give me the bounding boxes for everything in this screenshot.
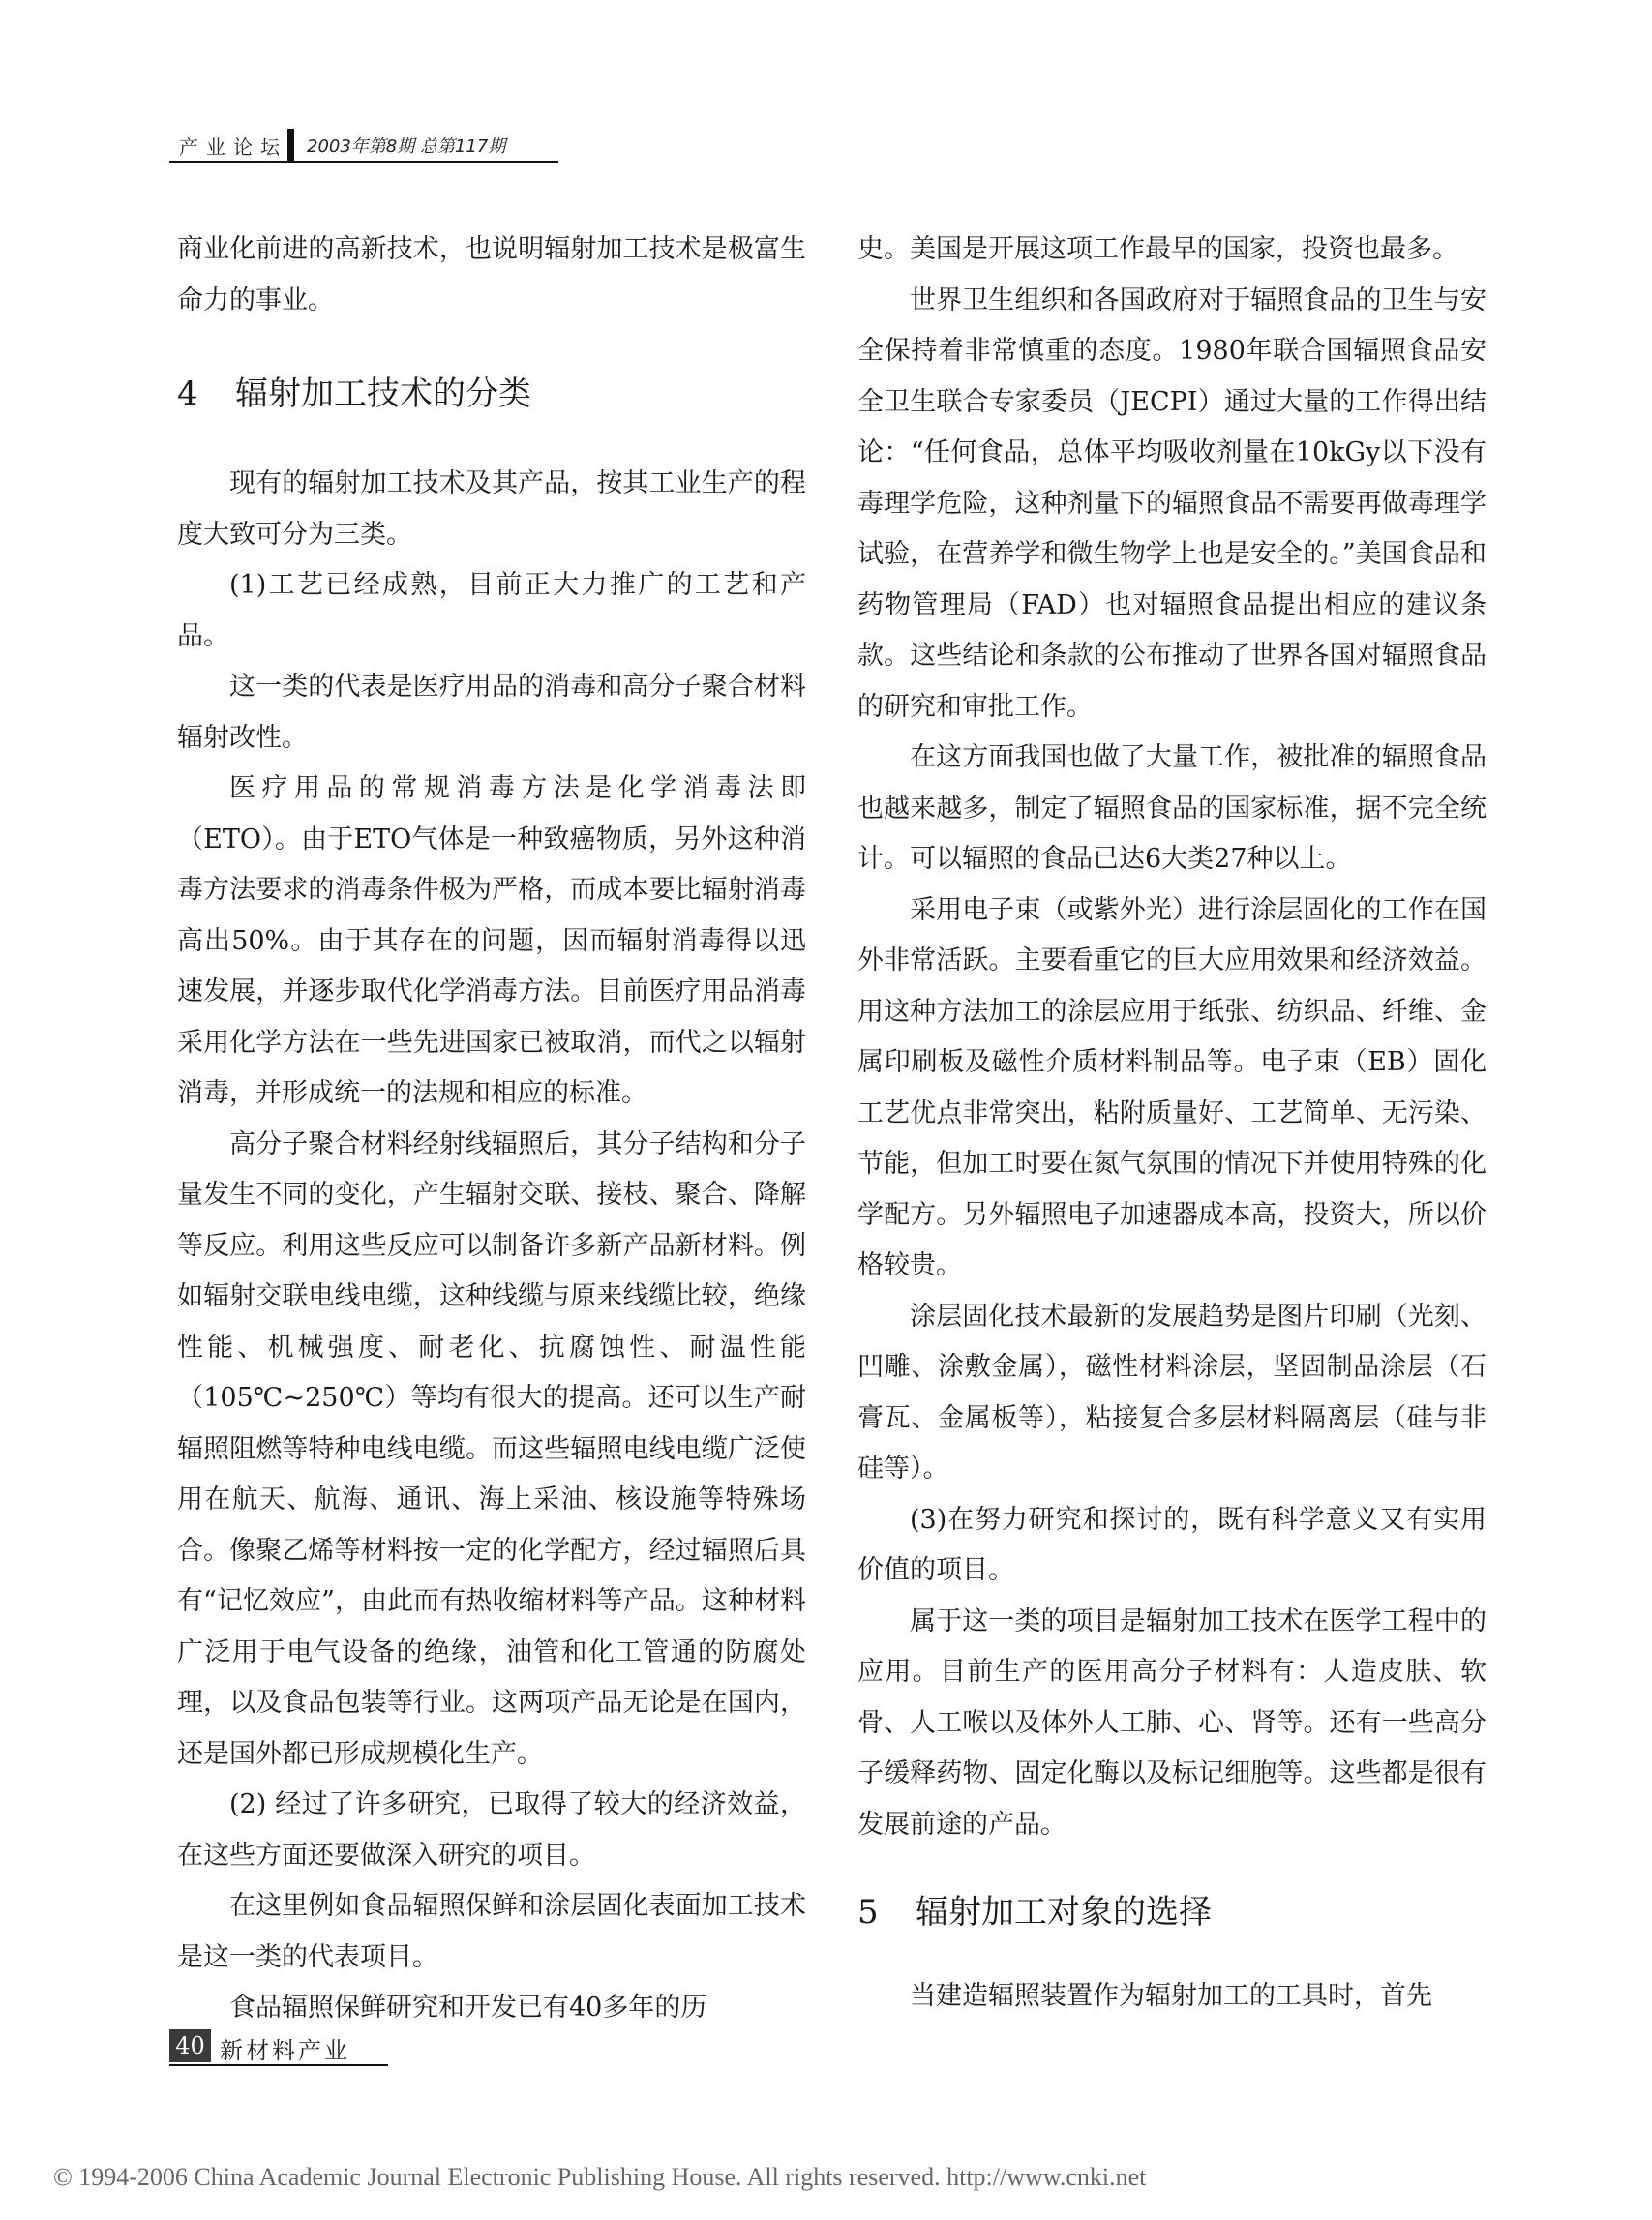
paragraph: (1)工艺已经成熟，目前正大力推广的工艺和产品。 (177, 570, 806, 651)
header-rule (169, 161, 558, 163)
paragraph: 现有的辐射加工技术及其产品，按其工业生产的程度大致可分为三类。 (177, 468, 806, 550)
paragraph: (2) 经过了许多研究，已取得了较大的经济效益，在这些方面还要做深入研究的项目。 (177, 1789, 806, 1871)
paragraph: 世界卫生组织和各国政府对于辐照食品的卫生与安全保持着非常慎重的态度。1980年联合国辐照食品安全卫生联合专家委员（JECPI）通过大量的工作得出结论：“任何食品，总体平均吸收剂量在10kGy以下没有毒理学危险，这种剂量下的辐照食品不需要再做毒理学试验，在营养学和微生物学上也是安全的。”美国食品和药物管理局（FAD）也对辐照食品提出相应的建议条款。这些结论和条款的公布推动了世界各国对辐照食品的研究和审批工作。 (857, 285, 1487, 722)
paragraph: 在这里例如食品辐照保鲜和涂层固化表面加工技术是这一类的代表项目。 (177, 1891, 806, 1972)
section-title: 辐射加工技术的分类 (235, 375, 531, 413)
header-divider-bar (287, 129, 294, 162)
section-heading (857, 1893, 1487, 1932)
section-number: 4 (177, 375, 198, 413)
header-issue-info: 2003年第8期 总第117期 (307, 136, 506, 157)
page-footer (169, 2029, 556, 2062)
copyright-notice: © 1994-2006 China Academic Journal Electronic Publishing House. All rights reserved. http://www.cnki.net (53, 2163, 1147, 2191)
header-section-title: 产业论坛 (179, 135, 287, 159)
paragraph: 商业化前进的高新技术，也说明辐射加工技术是极富生命力的事业。 (177, 234, 806, 315)
section-heading (177, 375, 806, 413)
paragraph: 高分子聚合材料经射线辐照后，其分子结构和分子量发生不同的变化，产生辐射交联、接枝、聚合、降解等反应。利用这些反应可以制备许多新产品新材料。例如辐射交联电线电缆，这种线缆与原来线缆比较，绝缘性能、机械强度、耐老化、抗腐蚀性、耐温性能（105℃~250℃）等均有很大的提高。还可以生产耐辐照阻燃等特种电线电缆。而这些辐照电线电缆广泛使用在航天、航海、通讯、海上采油、核设施等特殊场合。像聚乙烯等材料按一定的化学配方，经过辐照后具有“记忆效应”，由此而有热收缩材料等产品。这种材料广泛用于电气设备的绝缘，油管和化工管通的防腐处理，以及食品包装等行业。这两项产品无论是在国内，还是国外都已形成规模化生产。 (177, 1128, 806, 1769)
paragraph: 在这方面我国也做了大量工作，被批准的辐照食品也越来越多，制定了辐照食品的国家标准，据不完全统计。可以辐照的食品已达6大类27种以上。 (857, 742, 1487, 874)
section-title: 辐射加工对象的选择 (916, 1893, 1212, 1932)
paragraph: (3)在努力研究和探讨的，既有科学意义又有实用价值的项目。 (857, 1504, 1487, 1585)
section-number: 5 (857, 1893, 879, 1932)
running-header (169, 129, 558, 162)
paragraph: 史。美国是开展这项工作最早的国家，投资也最多。 (857, 234, 1458, 264)
left-column (177, 225, 806, 2034)
right-column (857, 225, 1487, 2023)
paragraph: 食品辐照保鲜研究和开发已有40多年的历 (229, 1993, 707, 2023)
page-number: 40 (169, 2029, 211, 2062)
paragraph: 属于这一类的项目是辐射加工技术在医学工程中的应用。目前生产的医用高分子材料有：人造皮肤、软骨、人工喉以及体外人工肺、心、肾等。还有一些高分子缓释药物、固定化酶以及标记细胞等。这些都是很有发展前途的产品。 (857, 1605, 1487, 1840)
paragraph: 采用电子束（或紫外光）进行涂层固化的工作在国外非常活跃。主要看重它的巨大应用效果和经济效益。用这种方法加工的涂层应用于纸张、纺织品、纤维、金属印刷板及磁性介质材料制品等。电子束（EB）固化工艺优点非常突出，粘附质量好、工艺简单、无污染、节能，但加工时要在氮气氛围的情况下并使用特殊的化学配方。另外辐照电子加速器成本高，投资大，所以价格较贵。 (857, 894, 1487, 1280)
paragraph: 涂层固化技术最新的发展趋势是图片印刷（光刻、凹雕、涂敷金属），磁性材料涂层，坚固制品涂层（石膏瓦、金属板等），粘接复合多层材料隔离层（硅与非硅等）。 (857, 1301, 1487, 1484)
paragraph: 医疗用品的常规消毒方法是化学消毒法即（ETO）。由于ETO气体是一种致癌物质，另外这种消毒方法要求的消毒条件极为严格，而成本要比辐射消毒高出50%。由于其存在的问题，因而辐射消毒得以迅速发展，并逐步取代化学消毒方法。目前医疗用品消毒采用化学方法在一些先进国家已被取消，而代之以辐射消毒，并形成统一的法规和相应的标准。 (177, 773, 806, 1108)
paragraph: 这一类的代表是医疗用品的消毒和高分子聚合材料辐射改性。 (177, 672, 806, 753)
journal-name: 新材料产业 (220, 2037, 350, 2064)
paragraph: 当建造辐照装置作为辐射加工的工具时，首先 (910, 1981, 1432, 2011)
footer-rule (169, 2064, 388, 2066)
